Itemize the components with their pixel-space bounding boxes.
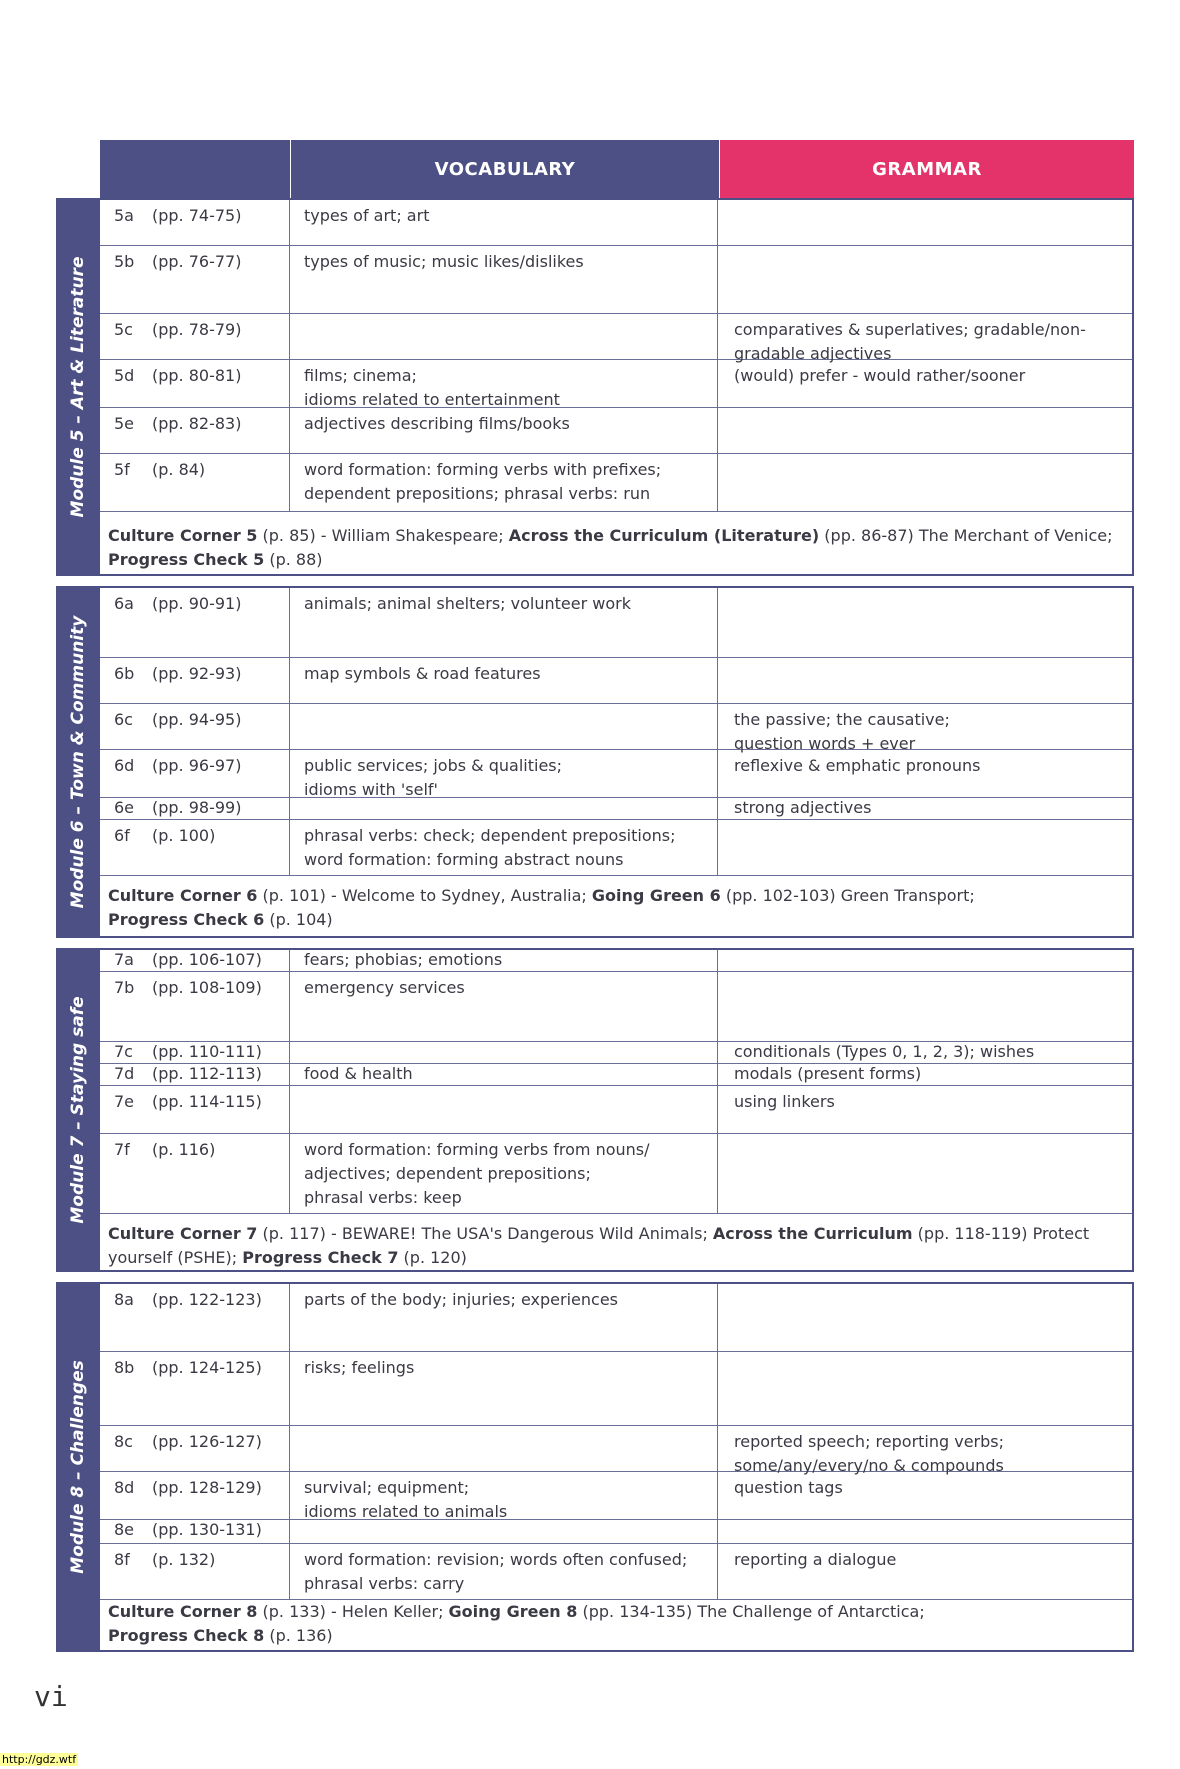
grammar-cell: [718, 972, 1132, 1041]
culture-text: (p. 133) - Helen Keller;: [257, 1602, 449, 1621]
vocabulary-line: films; cinema;: [304, 366, 417, 385]
lesson-cell: [100, 972, 290, 1041]
grammar-cell: [718, 1134, 1132, 1213]
vocabulary-line: public services; jobs & qualities;: [304, 756, 563, 775]
culture-line: [108, 1624, 1124, 1648]
module-block: [56, 948, 1134, 1272]
lesson-pages: (p. 100): [152, 826, 216, 845]
table-row: [100, 454, 1132, 512]
lesson-pages: (pp. 108-109): [152, 978, 262, 997]
culture-line: [108, 1600, 1124, 1624]
lesson-pages: (p. 84): [152, 460, 206, 479]
grammar-line: reporting a dialogue: [734, 1550, 897, 1569]
culture-heading: Progress Check 7: [242, 1248, 399, 1267]
culture-text: (p. 85) - William Shakespeare;: [257, 526, 509, 545]
lesson-cell: [100, 658, 290, 703]
module-table: [100, 198, 1134, 576]
culture-text: (pp. 118-119) Protect: [912, 1224, 1090, 1243]
culture-heading: Culture Corner 6: [108, 886, 258, 905]
culture-heading: Across the Curriculum (Literature): [508, 526, 820, 545]
culture-text: (p. 88): [264, 550, 323, 569]
table-row: [100, 1086, 1132, 1134]
footer-url[interactable]: http://gdz.wtf: [2, 1753, 77, 1766]
module-block: [56, 1282, 1134, 1652]
lesson-pages: (pp. 92-93): [152, 664, 242, 683]
grammar-line: question tags: [734, 1478, 843, 1497]
vocabulary-line: idioms with 'self': [304, 780, 438, 799]
lesson-cell: [100, 1284, 290, 1351]
module-table: [100, 1282, 1134, 1652]
module-block: [56, 586, 1134, 938]
grammar-line: conditionals (Types 0, 1, 2, 3); wishes: [734, 1042, 1035, 1061]
culture-line: [108, 1246, 1124, 1270]
culture-text: (p. 104): [264, 910, 333, 929]
lesson-code: 7b: [114, 978, 135, 997]
culture-line: [108, 884, 1124, 908]
vocabulary-line: word formation: forming abstract nouns: [304, 850, 624, 869]
vocabulary-line: emergency services: [304, 978, 465, 997]
vocabulary-line: food & health: [304, 1064, 413, 1083]
lesson-pages: (pp. 114-115): [152, 1092, 262, 1111]
lesson-cell: [100, 1086, 290, 1133]
grammar-cell: [718, 1520, 1132, 1543]
vocabulary-cell: [290, 1544, 718, 1599]
vocabulary-line: word formation: forming verbs from nouns/: [304, 1140, 650, 1159]
lesson-cell: [100, 750, 290, 797]
lesson-cell: [100, 200, 290, 245]
grammar-line: reported speech; reporting verbs;: [734, 1432, 1005, 1451]
culture-heading: Culture Corner 7: [108, 1224, 258, 1243]
vocabulary-line: phrasal verbs: check; dependent prepositions;: [304, 826, 676, 845]
lesson-pages: (pp. 122-123): [152, 1290, 262, 1309]
table-row: [100, 314, 1132, 363]
lesson-code: 7a: [114, 950, 134, 969]
page-number: vi: [34, 1680, 68, 1713]
vocabulary-cell: [290, 1284, 718, 1351]
lesson-pages: (pp. 82-83): [152, 414, 242, 433]
table-row: [100, 798, 1132, 820]
table-row: [100, 588, 1132, 658]
vocabulary-line: parts of the body; injuries; experiences: [304, 1290, 618, 1309]
vocabulary-cell: [290, 1352, 718, 1425]
lesson-code: 7c: [114, 1042, 133, 1061]
grammar-line: strong adjectives: [734, 798, 872, 817]
table-row: [100, 1520, 1132, 1544]
table-row: [100, 950, 1132, 972]
lesson-code: 5a: [114, 206, 134, 225]
grammar-line: reflexive & emphatic pronouns: [734, 756, 981, 775]
module-block: [56, 198, 1134, 576]
lesson-pages: (p. 116): [152, 1140, 216, 1159]
module-sidebar: [56, 948, 100, 1272]
module-sidebar: [56, 1282, 100, 1652]
lesson-code: 5b: [114, 252, 135, 271]
culture-text: (p. 120): [398, 1248, 467, 1267]
grammar-cell: [718, 360, 1132, 407]
lesson-code: 7f: [114, 1140, 130, 1159]
lesson-cell: [100, 1352, 290, 1425]
lesson-cell: [100, 1042, 290, 1063]
lesson-code: 8b: [114, 1358, 135, 1377]
vocabulary-cell: [290, 408, 718, 453]
vocabulary-line: types of music; music likes/dislikes: [304, 252, 584, 271]
lesson-pages: (pp. 94-95): [152, 710, 242, 729]
lesson-code: 5f: [114, 460, 130, 479]
header-blank-cell: [100, 140, 290, 198]
table-row: [100, 246, 1132, 314]
lesson-code: 8e: [114, 1520, 135, 1539]
table-row: [100, 360, 1132, 408]
table-row: [100, 820, 1132, 876]
vocabulary-cell: [290, 588, 718, 657]
table-row: [100, 1134, 1132, 1214]
culture-corner-row: [100, 1218, 1132, 1270]
grammar-cell: [718, 704, 1132, 753]
grammar-line: (would) prefer - would rather/sooner: [734, 366, 1026, 385]
grammar-line: some/any/every/no & compounds: [734, 1456, 1004, 1475]
grammar-cell: [718, 658, 1132, 703]
lesson-pages: (pp. 90-91): [152, 594, 242, 613]
vocabulary-cell: [290, 750, 718, 797]
vocabulary-cell: [290, 314, 718, 359]
culture-text: (p. 136): [264, 1626, 333, 1645]
vocabulary-line: animals; animal shelters; volunteer work: [304, 594, 631, 613]
lesson-cell: [100, 246, 290, 313]
grammar-cell: [718, 1544, 1132, 1599]
lesson-cell: [100, 1134, 290, 1213]
culture-line: [108, 1222, 1124, 1246]
grammar-line: comparatives & superlatives; gradable/non-: [734, 320, 1086, 339]
lesson-pages: (pp. 112-113): [152, 1064, 262, 1083]
vocabulary-cell: [290, 1472, 718, 1519]
table-row: [100, 750, 1132, 798]
header-grammar: GRAMMAR: [720, 140, 1134, 198]
grammar-line: modals (present forms): [734, 1064, 922, 1083]
module-sidebar: [56, 198, 100, 576]
module-label: Module 6 – Town & Community: [68, 615, 88, 909]
lesson-cell: [100, 704, 290, 749]
lesson-code: 6b: [114, 664, 135, 683]
culture-corner-row: [100, 520, 1132, 574]
grammar-cell: [718, 1352, 1132, 1425]
table-row: [100, 408, 1132, 454]
vocabulary-line: adjectives; dependent prepositions;: [304, 1164, 591, 1183]
grammar-line: gradable adjectives: [734, 344, 892, 363]
table-row: [100, 200, 1132, 246]
lesson-cell: [100, 1426, 290, 1471]
vocabulary-line: phrasal verbs: keep: [304, 1188, 462, 1207]
culture-heading: Going Green 6: [591, 886, 721, 905]
vocabulary-cell: [290, 798, 718, 819]
culture-line: [108, 908, 1124, 932]
lesson-code: 8a: [114, 1290, 134, 1309]
vocabulary-line: phrasal verbs: carry: [304, 1574, 465, 1593]
lesson-pages: (pp. 124-125): [152, 1358, 262, 1377]
table-row: [100, 1544, 1132, 1600]
culture-text: (pp. 102-103) Green Transport;: [720, 886, 975, 905]
grammar-cell: [718, 408, 1132, 453]
vocabulary-cell: [290, 1086, 718, 1133]
module-table: [100, 948, 1134, 1272]
module-table: [100, 586, 1134, 938]
lesson-cell: [100, 1544, 290, 1599]
grammar-cell: [718, 454, 1132, 511]
lesson-cell: [100, 360, 290, 407]
vocabulary-cell: [290, 658, 718, 703]
vocabulary-line: survival; equipment;: [304, 1478, 470, 1497]
grammar-cell: [718, 1284, 1132, 1351]
lesson-code: 7d: [114, 1064, 135, 1083]
lesson-cell: [100, 798, 290, 819]
lesson-pages: (pp. 126-127): [152, 1432, 262, 1451]
module-label: Module 8 – Challenges: [68, 1360, 88, 1574]
vocabulary-line: idioms related to entertainment: [304, 390, 560, 409]
lesson-code: 8c: [114, 1432, 133, 1451]
culture-heading: Progress Check 5: [108, 550, 265, 569]
grammar-line: question words + ever: [734, 734, 916, 753]
vocabulary-line: risks; feelings: [304, 1358, 415, 1377]
lesson-cell: [100, 950, 290, 971]
lesson-pages: (pp. 80-81): [152, 366, 242, 385]
lesson-code: 7e: [114, 1092, 135, 1111]
vocabulary-cell: [290, 820, 718, 875]
culture-line: [108, 524, 1124, 548]
lesson-pages: (pp. 110-111): [152, 1042, 262, 1061]
lesson-code: 6d: [114, 756, 135, 775]
vocabulary-cell: [290, 950, 718, 971]
lesson-cell: [100, 408, 290, 453]
vocabulary-line: dependent prepositions; phrasal verbs: run: [304, 484, 651, 503]
table-row: [100, 1426, 1132, 1475]
vocabulary-cell: [290, 1134, 718, 1213]
lesson-cell: [100, 588, 290, 657]
culture-heading: Culture Corner 5: [108, 526, 258, 545]
lesson-pages: (pp. 106-107): [152, 950, 262, 969]
lesson-pages: (pp. 128-129): [152, 1478, 262, 1497]
grammar-cell: [718, 798, 1132, 819]
grammar-cell: [718, 246, 1132, 313]
vocabulary-cell: [290, 200, 718, 245]
culture-line: [108, 548, 1124, 572]
lesson-code: 5e: [114, 414, 135, 433]
lesson-cell: [100, 820, 290, 875]
vocabulary-cell: [290, 1042, 718, 1063]
lesson-pages: (p. 132): [152, 1550, 216, 1569]
lesson-code: 6f: [114, 826, 130, 845]
lesson-pages: (pp. 78-79): [152, 320, 242, 339]
module-sidebar: [56, 586, 100, 938]
vocabulary-cell: [290, 972, 718, 1041]
lesson-cell: [100, 1520, 290, 1543]
table-row: [100, 658, 1132, 704]
culture-text: (p. 101) - Welcome to Sydney, Australia;: [257, 886, 592, 905]
lesson-code: 5c: [114, 320, 133, 339]
header-vocabulary: VOCABULARY: [291, 140, 719, 198]
table-row: [100, 1472, 1132, 1520]
culture-text: (p. 117) - BEWARE! The USA's Dangerous Wild Animals;: [257, 1224, 713, 1243]
lesson-pages: (pp. 96-97): [152, 756, 242, 775]
grammar-line: the passive; the causative;: [734, 710, 950, 729]
culture-heading: Progress Check 8: [108, 1626, 265, 1645]
table-row: [100, 1284, 1132, 1352]
vocabulary-cell: [290, 1520, 718, 1543]
culture-heading: Across the Curriculum: [712, 1224, 913, 1243]
lesson-code: 6c: [114, 710, 133, 729]
grammar-cell: [718, 1472, 1132, 1519]
table-row: [100, 704, 1132, 753]
culture-corner-row: [100, 1596, 1132, 1650]
grammar-cell: [718, 820, 1132, 875]
lesson-code: 8d: [114, 1478, 135, 1497]
vocabulary-line: idioms related to animals: [304, 1502, 508, 1521]
grammar-line: using linkers: [734, 1092, 835, 1111]
culture-heading: Progress Check 6: [108, 910, 265, 929]
lesson-code: 5d: [114, 366, 135, 385]
table-row: [100, 1064, 1132, 1086]
vocabulary-line: word formation: forming verbs with prefixes;: [304, 460, 662, 479]
lesson-code: 6a: [114, 594, 134, 613]
lesson-cell: [100, 314, 290, 359]
culture-text: (pp. 86-87) The Merchant of Venice;: [819, 526, 1113, 545]
vocabulary-line: types of art; art: [304, 206, 430, 225]
vocabulary-cell: [290, 1426, 718, 1471]
module-label: Module 5 – Art & Literature: [68, 256, 88, 518]
lesson-cell: [100, 1064, 290, 1085]
table-row: [100, 1352, 1132, 1426]
table-row: [100, 972, 1132, 1042]
grammar-cell: [718, 1086, 1132, 1133]
vocabulary-line: adjectives describing films/books: [304, 414, 570, 433]
culture-text: (pp. 134-135) The Challenge of Antarctica;: [577, 1602, 925, 1621]
vocabulary-cell: [290, 704, 718, 749]
vocabulary-cell: [290, 360, 718, 407]
lesson-code: 6e: [114, 798, 135, 817]
grammar-cell: [718, 950, 1132, 971]
lesson-cell: [100, 1472, 290, 1519]
grammar-cell: [718, 1042, 1132, 1063]
culture-corner-row: [100, 880, 1132, 936]
culture-heading: Going Green 8: [448, 1602, 578, 1621]
culture-text: yourself (PSHE);: [108, 1248, 243, 1267]
lesson-pages: (pp. 76-77): [152, 252, 242, 271]
lesson-cell: [100, 454, 290, 511]
vocabulary-cell: [290, 1064, 718, 1085]
grammar-cell: [718, 750, 1132, 797]
grammar-cell: [718, 1064, 1132, 1085]
grammar-cell: [718, 200, 1132, 245]
vocabulary-line: word formation: revision; words often confused;: [304, 1550, 688, 1569]
grammar-cell: [718, 1426, 1132, 1475]
lesson-pages: (pp. 130-131): [152, 1520, 262, 1539]
culture-heading: Culture Corner 8: [108, 1602, 258, 1621]
lesson-pages: (pp. 98-99): [152, 798, 242, 817]
grammar-cell: [718, 314, 1132, 363]
lesson-code: 8f: [114, 1550, 130, 1569]
vocabulary-cell: [290, 454, 718, 511]
grammar-cell: [718, 588, 1132, 657]
vocabulary-line: fears; phobias; emotions: [304, 950, 503, 969]
table-row: [100, 1042, 1132, 1064]
vocabulary-line: map symbols & road features: [304, 664, 541, 683]
module-label: Module 7 – Staying safe: [68, 996, 88, 1224]
vocabulary-cell: [290, 246, 718, 313]
lesson-pages: (pp. 74-75): [152, 206, 242, 225]
